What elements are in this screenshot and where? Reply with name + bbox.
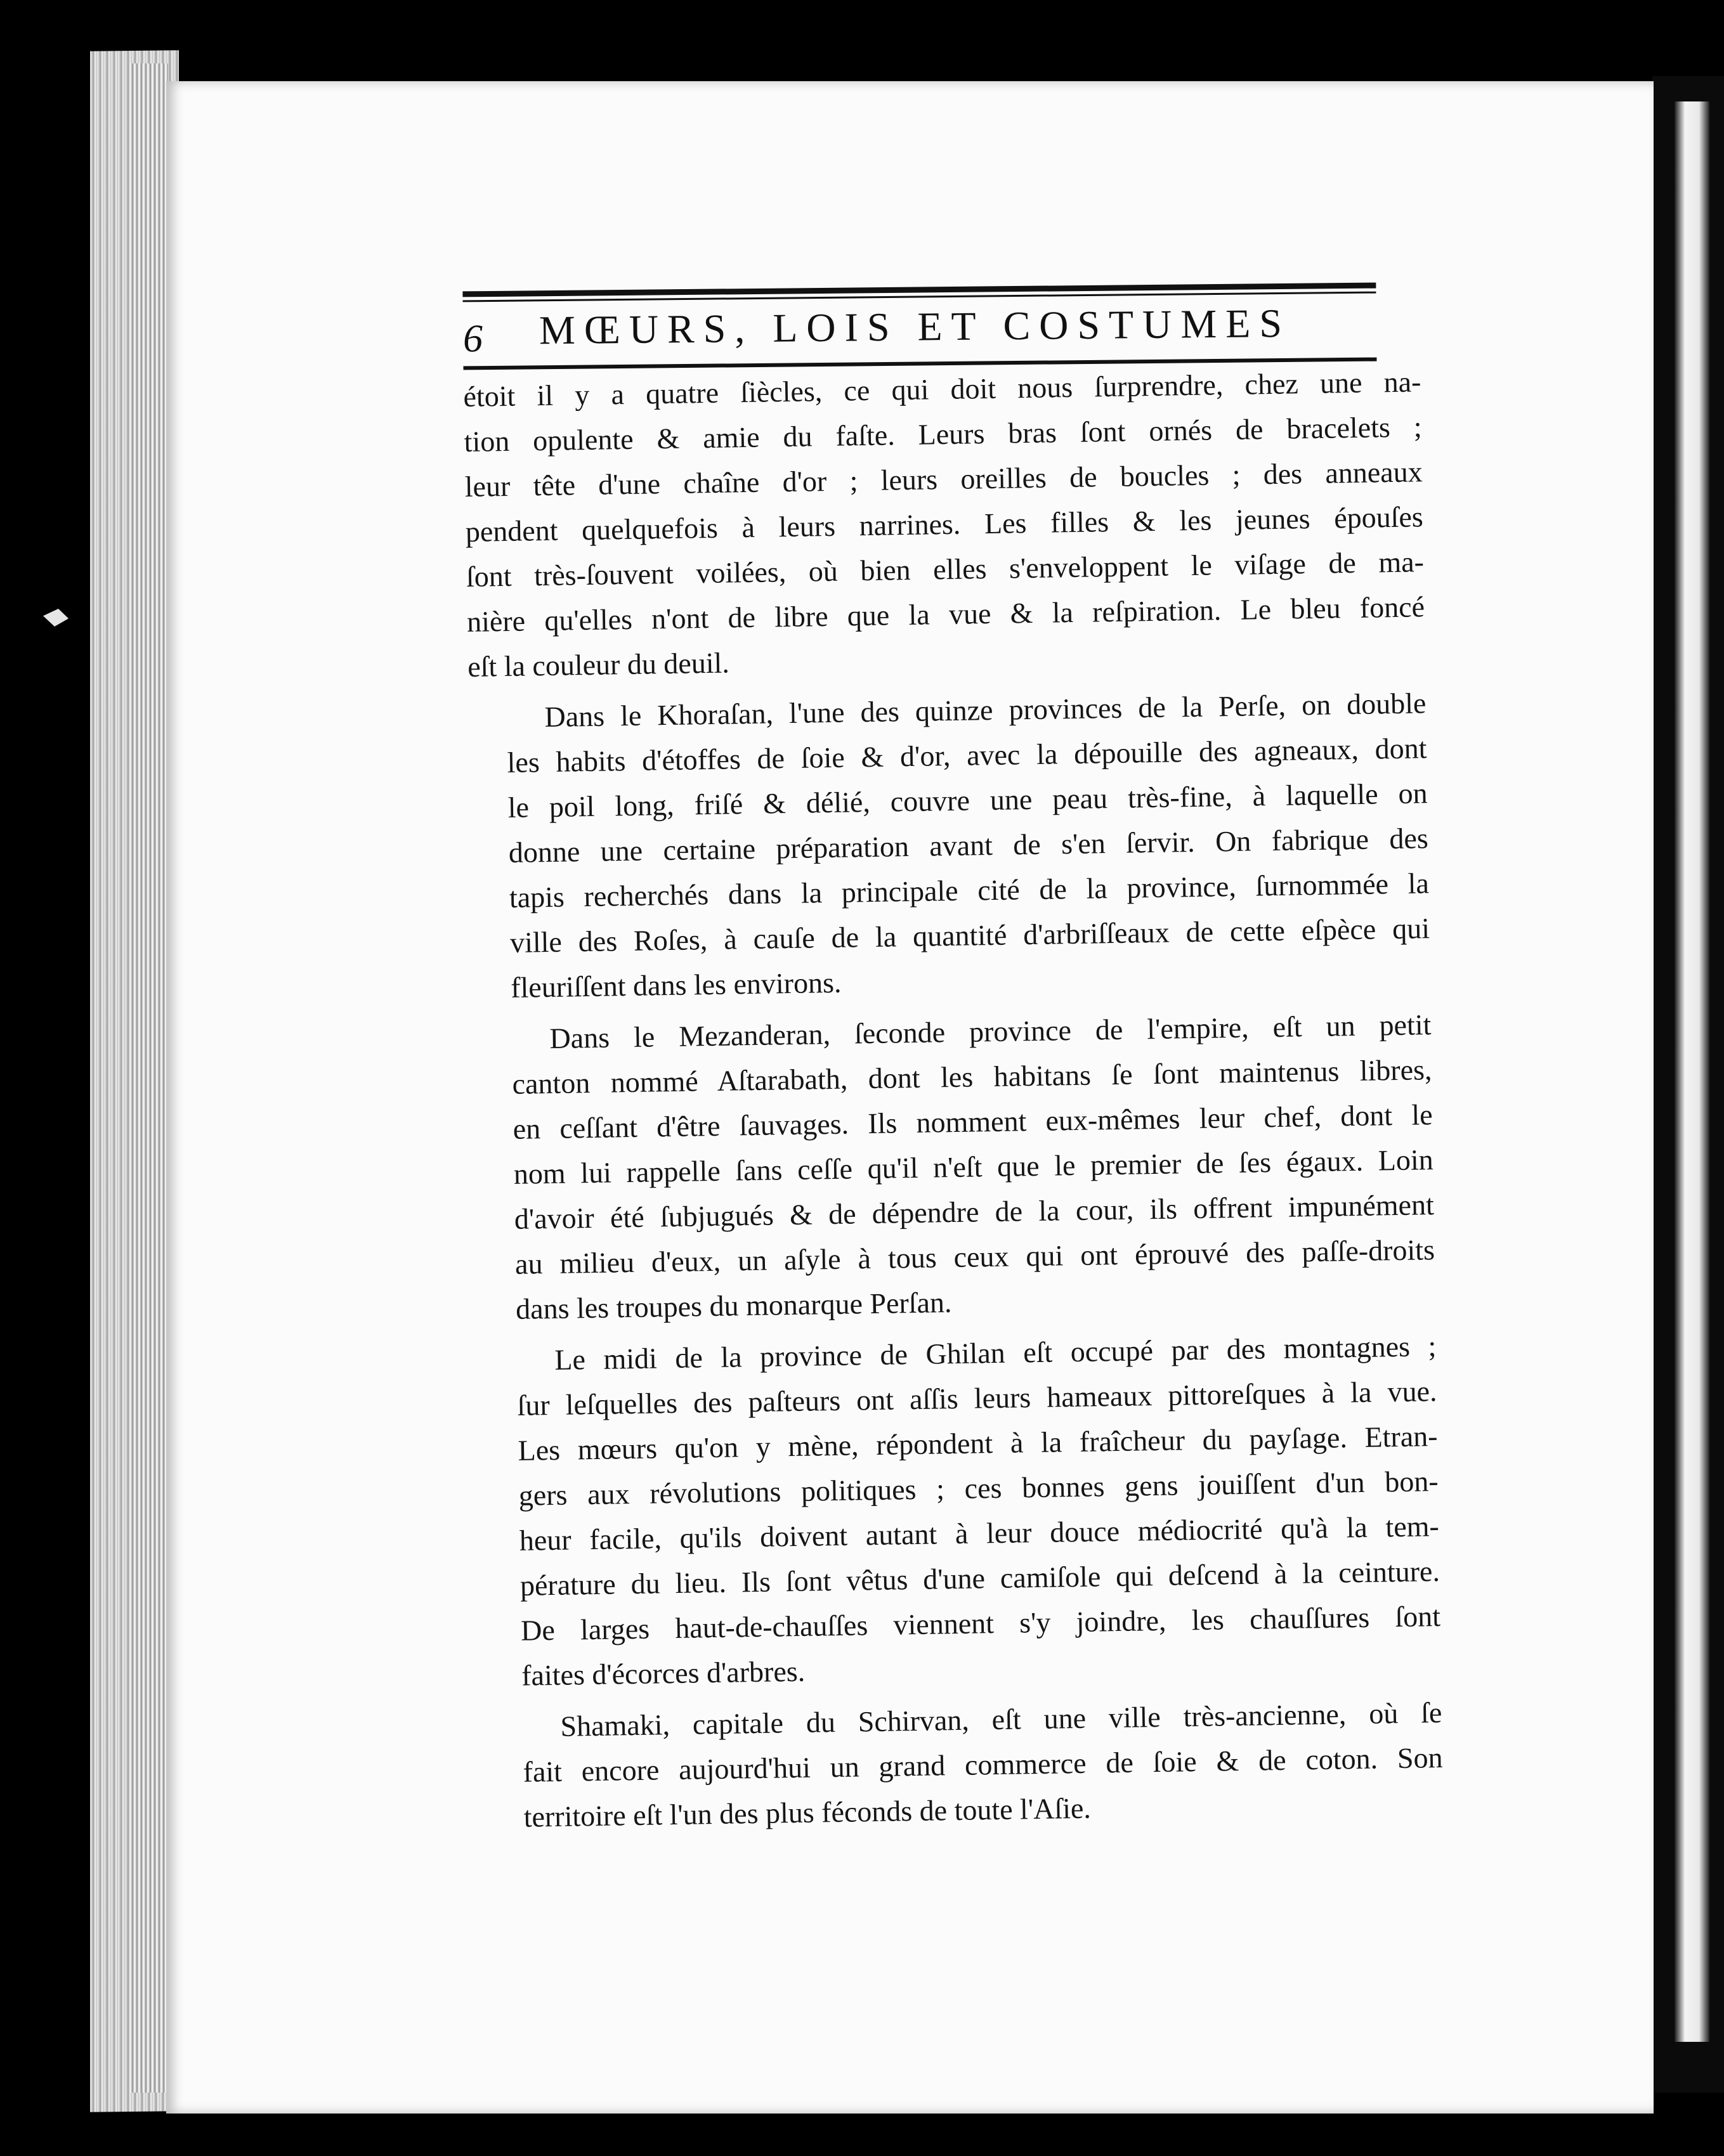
running-header xyxy=(291,282,1383,375)
paragraph xyxy=(484,1690,1444,1840)
text-line: Dans le Mezanderan, ſeconde province de l'empire, eſt un petit xyxy=(549,1008,1432,1055)
text-line: Le midi de la province de Ghilan eſt occupé par des montagnes ; xyxy=(554,1330,1437,1376)
text-line: au milieu d'eux, un aſyle à tous ceux qui ont éprouvé des paſſe-droits xyxy=(514,1233,1435,1280)
page-stack-edge-inner xyxy=(130,63,168,2093)
body-text xyxy=(463,359,1444,1842)
text-line: ſont très-ſouvent voilées, où bien elles s'enveloppent le viſage de ma- xyxy=(466,545,1425,593)
text-line: nom lui rappelle ſans ceſſe qu'il n'eſt que le premier de ſes égaux. Loin xyxy=(513,1143,1434,1190)
text-line: dans les troupes du monarque Perſan. xyxy=(515,1286,952,1325)
paragraph xyxy=(463,359,1426,689)
text-line: étoit il y a quatre ſiècles, ce qui doit nous ſurprendre, chez une na- xyxy=(463,365,1421,413)
text-line: ville des Roſes, à cauſe de la quantité d'arbriſſeaux de cette eſpèce qui xyxy=(509,912,1430,959)
margin-mark xyxy=(43,609,69,627)
text-line: Dans le Khoraſan, l'une des quinze provinces de la Perſe, on double xyxy=(544,687,1427,734)
text-line: tion opulente & amie du faſte. Leurs bras ſont ornés de bracelets ; xyxy=(464,410,1422,458)
text-line: eſt la couleur du deuil. xyxy=(467,646,730,683)
text-line: le poil long, friſé & délié, couvre une peau très-fine, à laquelle on xyxy=(507,777,1428,824)
text-line: en ceſſant d'être ſauvages. Ils nomment eux-mêmes leur chef, dont le xyxy=(513,1098,1433,1145)
text-line: ſur leſquelles des paſteurs ont aſſis leurs hameaux pittoreſques à la vue. xyxy=(517,1375,1437,1422)
paragraph xyxy=(473,1002,1436,1332)
text-line: De larges haut-de-chauſſes viennent s'y joindre, les chauſſures ſont xyxy=(520,1600,1441,1647)
text-line: territoire eſt l'un des plus féconds de toute l'Aſie. xyxy=(523,1791,1092,1833)
text-line: Les mœurs qu'on y mène, répondent à la fraîcheur du payſage. Etran- xyxy=(518,1420,1438,1467)
text-line: canton nommé Aſtarabath, dont les habitans ſe ſont maintenus libres, xyxy=(512,1053,1432,1100)
facing-page-sliver xyxy=(1675,101,1709,2042)
text-line: fleuriſſent dans les environs. xyxy=(510,966,842,1004)
text-line: tapis recherchés dans la principale cité de la province, ſurnommée la xyxy=(509,867,1430,914)
page-number: 6 xyxy=(462,317,483,361)
text-line: d'avoir été ſubjugués & de dépendre de la cour, ils offrent impunément xyxy=(514,1188,1435,1235)
text-line: pérature du lieu. Ils ſont vêtus d'une camiſole qui deſcend à la ceinture. xyxy=(519,1555,1440,1602)
text-line: fait encore aujourd'hui un grand commerce de ſoie & de coton. Son xyxy=(523,1741,1443,1788)
text-line: nière qu'elles n'ont de libre que la vue & la reſpiration. Le bleu foncé xyxy=(466,590,1425,638)
text-line: les habits d'étoffes de ſoie & d'or, avec la dépouille des agneaux, dont xyxy=(507,732,1427,779)
text-line: donne une certaine préparation avant de s'en ſervir. On fabrique des xyxy=(508,822,1429,869)
paragraph xyxy=(478,1323,1442,1699)
text-line: heur facile, qu'ils doivent autant à leur douce médiocrité qu'à la tem- xyxy=(519,1510,1440,1557)
running-title: MŒURS, LOIS ET COSTUMES xyxy=(539,300,1291,353)
text-line: pendent quelquefois à leurs narrines. Les filles & les jeunes épouſes xyxy=(465,500,1424,548)
text-line: leur tête d'une chaîne d'or ; leurs oreilles de boucles ; des anneaux xyxy=(464,455,1423,503)
text-line: faites d'écorces d'arbres. xyxy=(521,1654,806,1692)
paragraph xyxy=(468,680,1431,1011)
text-line: Shamaki, capitale du Schirvan, eſt une ville très-ancienne, où ſe xyxy=(560,1696,1442,1743)
text-line: gers aux révolutions politiques ; ces bonnes gens jouiſſent d'un bon- xyxy=(518,1465,1439,1512)
